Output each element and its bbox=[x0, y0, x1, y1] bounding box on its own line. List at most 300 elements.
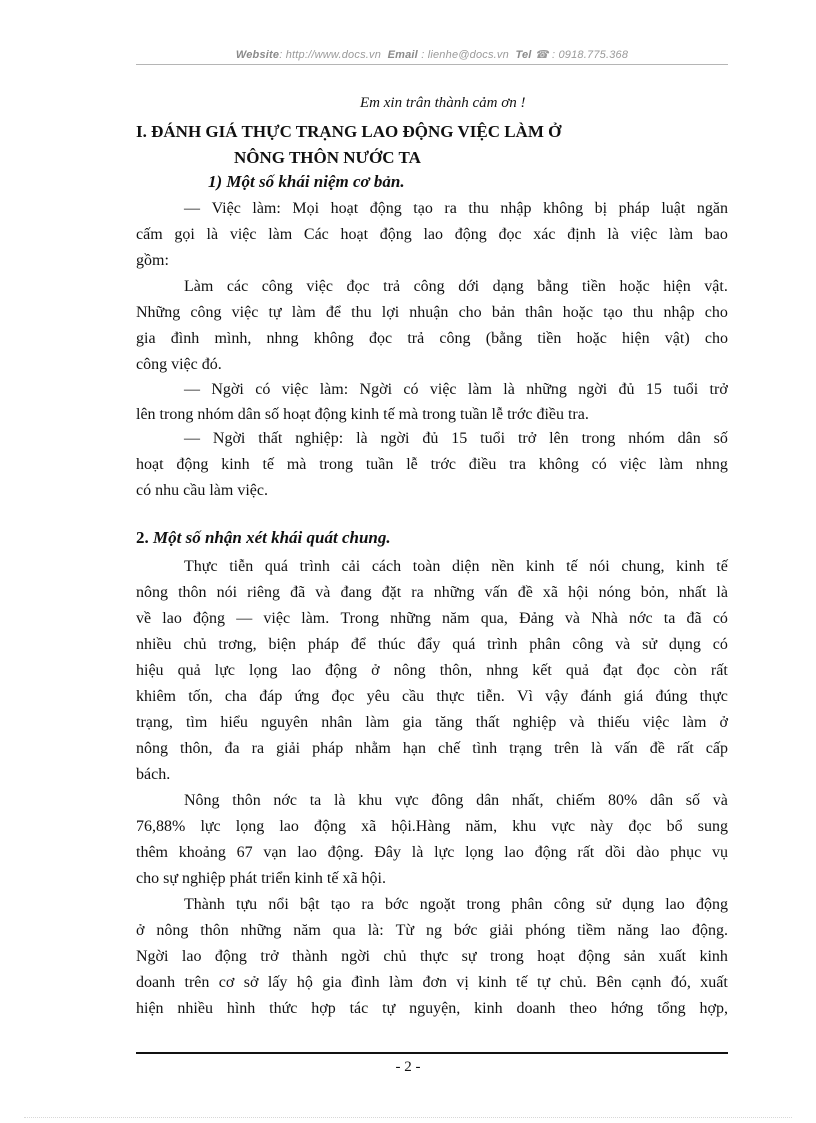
word: luật bbox=[661, 200, 686, 217]
word: nhu bbox=[155, 482, 180, 499]
word: số bbox=[685, 792, 701, 809]
word: hoạt bbox=[340, 226, 369, 243]
word: cơ bbox=[218, 974, 235, 991]
word: thực bbox=[419, 948, 449, 965]
word: Ngời bbox=[359, 381, 393, 398]
word: trở bbox=[260, 948, 279, 965]
section-heading-continued: NÔNG THÔN NƯỚC TA bbox=[234, 148, 421, 167]
word: là bbox=[590, 740, 603, 757]
word: đình bbox=[351, 974, 380, 991]
word: hợp bbox=[311, 1000, 336, 1017]
text-line bbox=[184, 381, 728, 399]
word: không bbox=[543, 200, 584, 217]
word: thôn, bbox=[180, 740, 213, 757]
page-bottom-border bbox=[24, 1117, 792, 1118]
word: động. bbox=[691, 922, 728, 939]
word: toàn bbox=[412, 558, 441, 575]
word: lọng bbox=[235, 818, 265, 835]
word: khu bbox=[358, 792, 383, 809]
word: xã bbox=[342, 870, 358, 887]
word: Đây bbox=[374, 844, 402, 861]
word: làm: bbox=[319, 381, 349, 398]
word: đủ bbox=[618, 381, 635, 398]
word: tra bbox=[509, 456, 527, 473]
word: bớc bbox=[385, 896, 409, 913]
word: cầu bbox=[401, 688, 425, 705]
word: 76,88% bbox=[136, 818, 186, 835]
word: làm bbox=[669, 226, 694, 243]
word: nông bbox=[136, 740, 168, 757]
word: nhân bbox=[321, 714, 353, 731]
word: tế bbox=[566, 558, 578, 575]
word: dân bbox=[677, 430, 701, 447]
word: bản bbox=[491, 304, 515, 321]
footer-rule bbox=[136, 1052, 728, 1054]
word: thất bbox=[475, 714, 500, 731]
word: vực bbox=[551, 818, 576, 835]
word: đọc bbox=[636, 662, 660, 679]
word: dồi bbox=[605, 844, 626, 861]
word: công bbox=[136, 356, 168, 373]
word: tựu bbox=[236, 896, 258, 913]
word: điều bbox=[468, 456, 497, 473]
word: 67 bbox=[236, 844, 253, 861]
word: cho bbox=[458, 304, 482, 321]
thanks-line: Em xin trân thành cảm ơn ! bbox=[360, 95, 526, 111]
word: Thành bbox=[184, 896, 225, 913]
text-line bbox=[136, 330, 728, 348]
word: kết bbox=[532, 662, 552, 679]
word: ra bbox=[411, 584, 424, 601]
word: lao bbox=[297, 844, 317, 861]
word: và bbox=[615, 636, 631, 653]
word: nổi bbox=[268, 896, 289, 913]
word: Mọi bbox=[292, 200, 320, 217]
header-tel-value: ☎ : 0918.775.368 bbox=[534, 49, 629, 61]
text-line bbox=[136, 636, 728, 654]
word: lấy bbox=[267, 974, 288, 991]
word: này bbox=[590, 818, 614, 835]
word: 80% bbox=[607, 792, 638, 809]
word: cải bbox=[341, 558, 361, 575]
word: ngời bbox=[578, 381, 608, 398]
word: hoặc bbox=[562, 304, 593, 321]
word: công bbox=[413, 278, 445, 295]
word: rất bbox=[676, 740, 694, 757]
word: động bbox=[193, 610, 226, 627]
word: hội. bbox=[361, 870, 386, 887]
word: cách bbox=[371, 558, 402, 575]
word: bao bbox=[704, 226, 728, 243]
word: hoạt bbox=[330, 200, 359, 217]
word: việc bbox=[429, 381, 457, 398]
word: việc bbox=[229, 226, 257, 243]
word: chủ bbox=[383, 948, 407, 965]
word: vấn bbox=[614, 740, 638, 757]
word: dạng bbox=[492, 278, 524, 295]
word: nhng bbox=[695, 456, 728, 473]
word: vực bbox=[394, 792, 419, 809]
word: vật. bbox=[704, 278, 728, 295]
word: sung bbox=[697, 818, 728, 835]
word: lao bbox=[162, 610, 182, 627]
text-line bbox=[136, 252, 728, 270]
word: trong bbox=[490, 948, 524, 965]
word: sự bbox=[461, 948, 477, 965]
word: là bbox=[356, 430, 368, 447]
word: phục bbox=[670, 844, 702, 861]
subsection-heading-2-number: 2. bbox=[136, 528, 149, 547]
word: đa bbox=[224, 740, 240, 757]
word: hiện bbox=[136, 1000, 164, 1017]
word: xã bbox=[361, 818, 377, 835]
word: công bbox=[439, 330, 471, 347]
word: cho bbox=[704, 330, 728, 347]
word: điều bbox=[536, 406, 564, 423]
word: rất bbox=[577, 844, 595, 861]
word: nhóm bbox=[197, 406, 234, 423]
word: công bbox=[572, 636, 604, 653]
word: bổ bbox=[666, 818, 683, 835]
word: trong bbox=[319, 456, 354, 473]
word: động bbox=[454, 226, 487, 243]
word: tiền bbox=[581, 278, 606, 295]
word: là bbox=[411, 844, 424, 861]
subsection-heading-1: 1) Một số khái niệm cơ bản. bbox=[208, 172, 405, 191]
word: cấm bbox=[136, 226, 163, 243]
word: nhng bbox=[266, 330, 299, 347]
word: kinh bbox=[525, 558, 555, 575]
word: trong bbox=[466, 896, 501, 913]
word: ra bbox=[444, 200, 457, 217]
word: có bbox=[136, 482, 152, 499]
word: lực bbox=[200, 818, 221, 835]
word: nhập bbox=[500, 200, 532, 217]
page-header bbox=[136, 48, 728, 61]
word: trở bbox=[517, 430, 537, 447]
word: thu bbox=[351, 304, 372, 321]
word: lọng bbox=[249, 662, 278, 679]
word: hạn bbox=[402, 740, 426, 757]
word: nớc bbox=[273, 792, 297, 809]
word: đã bbox=[686, 610, 702, 627]
word: dân bbox=[476, 792, 500, 809]
text-line bbox=[136, 1000, 728, 1018]
text-line bbox=[136, 356, 728, 374]
word: động bbox=[369, 200, 402, 217]
word: đọc bbox=[498, 226, 522, 243]
word: mà bbox=[398, 406, 419, 423]
word: hoặc bbox=[576, 330, 607, 347]
word: nhất, bbox=[511, 792, 544, 809]
word: là: bbox=[367, 922, 384, 939]
word: theo bbox=[569, 1000, 597, 1017]
word: thu bbox=[468, 200, 489, 217]
word: trình bbox=[487, 636, 518, 653]
word: lên bbox=[136, 406, 156, 423]
text-line bbox=[136, 406, 728, 424]
word: lao bbox=[279, 818, 299, 835]
word: tuần bbox=[365, 456, 394, 473]
word: đọc bbox=[346, 278, 370, 295]
word: Ngời bbox=[211, 381, 244, 398]
word: vạn bbox=[263, 844, 287, 861]
word: việc bbox=[263, 610, 291, 627]
word: đúng bbox=[655, 688, 688, 705]
text-line bbox=[136, 226, 728, 244]
word: đọc bbox=[368, 330, 393, 347]
word: và bbox=[569, 714, 585, 731]
word: việc bbox=[306, 278, 333, 295]
text-line bbox=[136, 714, 728, 732]
word: Bên bbox=[596, 974, 622, 991]
word: tế bbox=[516, 974, 528, 991]
word: Các bbox=[303, 226, 329, 243]
word: bị bbox=[594, 200, 608, 217]
word: nớc bbox=[629, 610, 653, 627]
word: Vì bbox=[516, 688, 533, 705]
word: mà bbox=[286, 456, 307, 473]
word: nhiều bbox=[177, 1000, 213, 1017]
word: tình bbox=[472, 740, 498, 757]
word: cho bbox=[704, 304, 728, 321]
word: vị bbox=[456, 974, 469, 991]
word: tuổi bbox=[673, 381, 699, 398]
word: việc. bbox=[237, 482, 268, 499]
word: lễ bbox=[491, 406, 504, 423]
text-line bbox=[136, 818, 728, 836]
word: hoạt bbox=[136, 456, 164, 473]
word: trả bbox=[407, 330, 425, 347]
header-email-label: Email bbox=[387, 49, 418, 61]
word: còn bbox=[673, 662, 697, 679]
word: lên bbox=[549, 430, 569, 447]
word: hiểu bbox=[220, 714, 248, 731]
word: nông bbox=[393, 662, 426, 679]
word: thôn, bbox=[439, 662, 473, 679]
word: phân bbox=[529, 636, 561, 653]
word: và bbox=[564, 610, 581, 627]
word: ra bbox=[251, 740, 265, 757]
word: Ngời bbox=[136, 948, 169, 965]
word: đơn bbox=[422, 974, 447, 991]
word: nghiệp bbox=[512, 714, 557, 731]
word: Những bbox=[136, 304, 181, 321]
word: ngăn bbox=[696, 200, 728, 217]
word: lễ bbox=[406, 456, 418, 473]
word: sở bbox=[243, 974, 259, 991]
word: năm, bbox=[465, 818, 498, 835]
word: những bbox=[433, 584, 475, 601]
word: ng bbox=[425, 922, 442, 939]
word: 15 bbox=[451, 430, 468, 447]
word: nhuận bbox=[409, 304, 449, 321]
word: ra bbox=[361, 896, 374, 913]
word: động. bbox=[327, 844, 364, 861]
word: hoạt bbox=[537, 948, 565, 965]
word: tuổi bbox=[480, 430, 506, 447]
word: mình, bbox=[214, 330, 252, 347]
word: tạo bbox=[413, 200, 433, 217]
word: công bbox=[190, 304, 222, 321]
word: vấn bbox=[484, 584, 508, 601]
page-number: - 2 - bbox=[395, 1059, 421, 1075]
word: chủ bbox=[183, 636, 207, 653]
word: ở bbox=[371, 662, 380, 679]
word: giải bbox=[489, 922, 514, 939]
word: thành bbox=[292, 948, 328, 965]
text-line bbox=[136, 688, 728, 706]
word: vậy bbox=[545, 688, 569, 705]
text-line bbox=[136, 974, 728, 992]
word: thất bbox=[258, 430, 283, 447]
word: dân bbox=[649, 792, 674, 809]
word: cạnh bbox=[631, 974, 662, 991]
text-line bbox=[136, 662, 728, 680]
word: trở bbox=[709, 381, 728, 398]
word: ta bbox=[663, 610, 676, 627]
word: doanh bbox=[516, 1000, 556, 1017]
word: tăng bbox=[435, 714, 463, 731]
word: những bbox=[390, 610, 431, 627]
word: hiệu bbox=[136, 662, 164, 679]
word: pháp bbox=[312, 740, 344, 757]
word: kinh bbox=[474, 1000, 503, 1017]
word: trong bbox=[422, 406, 456, 423]
word: tế bbox=[326, 870, 339, 887]
word: đã bbox=[290, 584, 306, 601]
word: cầu bbox=[183, 482, 206, 499]
word: thôn bbox=[200, 922, 229, 939]
text-line bbox=[136, 922, 728, 940]
word: lao bbox=[660, 922, 681, 939]
word: nông bbox=[136, 584, 168, 601]
word: riêng bbox=[247, 584, 281, 601]
word: lao bbox=[291, 662, 312, 679]
word: nghiệp: bbox=[295, 430, 344, 447]
word: Từ bbox=[395, 922, 415, 939]
word: về bbox=[136, 610, 152, 627]
text-line bbox=[136, 482, 728, 500]
text-line bbox=[136, 844, 728, 862]
word: lọng bbox=[465, 844, 494, 861]
word: đặt bbox=[381, 584, 402, 601]
word: là bbox=[333, 792, 346, 809]
word: Ngời bbox=[212, 430, 246, 447]
word: quá bbox=[452, 636, 476, 653]
word: làm bbox=[209, 482, 234, 499]
word: tốn, bbox=[188, 688, 213, 705]
word: tế bbox=[383, 406, 395, 423]
word: động bbox=[214, 948, 247, 965]
word: làm bbox=[268, 226, 293, 243]
word: hợp, bbox=[699, 1000, 728, 1017]
word: hiện bbox=[622, 330, 650, 347]
word: trên bbox=[554, 740, 579, 757]
word: quả bbox=[177, 662, 201, 679]
text-line bbox=[136, 584, 728, 602]
word: làm. bbox=[301, 610, 330, 627]
word: chế bbox=[438, 740, 461, 757]
word: trạng, bbox=[136, 714, 173, 731]
word: kinh bbox=[294, 870, 323, 887]
text-line bbox=[136, 304, 728, 322]
word: phát bbox=[229, 870, 258, 887]
word: thân bbox=[525, 304, 553, 321]
word: kinh bbox=[699, 948, 728, 965]
word: tiềm bbox=[577, 922, 606, 939]
word: đáp bbox=[259, 688, 283, 705]
word: là bbox=[607, 226, 619, 243]
word: vật) bbox=[664, 330, 690, 347]
word: đạt bbox=[603, 662, 623, 679]
word: yêu bbox=[366, 688, 390, 705]
word: tìm bbox=[185, 714, 208, 731]
word: có bbox=[255, 381, 271, 398]
word: công bbox=[261, 278, 293, 295]
word: bớc bbox=[453, 922, 478, 939]
header-website-label: Website bbox=[235, 49, 280, 61]
word: là bbox=[716, 584, 728, 601]
word: để bbox=[350, 636, 366, 653]
word: lợi bbox=[381, 304, 400, 321]
word: nóng bbox=[598, 584, 631, 601]
word: hội.Hàng bbox=[391, 818, 451, 835]
word: tự bbox=[268, 304, 282, 321]
word: nghiệp bbox=[182, 870, 226, 887]
word: lực bbox=[434, 844, 455, 861]
word: nhập bbox=[663, 304, 695, 321]
word: lực bbox=[214, 662, 235, 679]
word: số bbox=[264, 406, 280, 423]
word: tiễn. bbox=[476, 688, 505, 705]
word: dụng bbox=[622, 896, 655, 913]
word: cấp bbox=[705, 740, 728, 757]
text-line bbox=[136, 740, 728, 758]
word: những bbox=[240, 922, 282, 939]
word: Nhà bbox=[591, 610, 618, 627]
word: chung, bbox=[621, 558, 665, 575]
word: lao bbox=[665, 896, 685, 913]
word: cho bbox=[136, 870, 160, 887]
word: trớc bbox=[430, 456, 456, 473]
word: là bbox=[503, 381, 515, 398]
header-rule bbox=[136, 64, 728, 65]
word: thực bbox=[699, 688, 728, 705]
word: đình bbox=[170, 330, 200, 347]
word: thúc bbox=[377, 636, 406, 653]
word: đủ bbox=[422, 430, 439, 447]
word: trạng bbox=[509, 740, 543, 757]
text-line bbox=[184, 430, 728, 448]
word: gia bbox=[136, 330, 156, 347]
word: có bbox=[591, 456, 607, 473]
word: triển bbox=[261, 870, 291, 887]
word: — bbox=[184, 430, 200, 447]
word: ở bbox=[136, 922, 145, 939]
word: hớng bbox=[610, 1000, 644, 1017]
word: tiễn bbox=[229, 558, 254, 575]
word: (bằng bbox=[485, 330, 523, 347]
word: động bbox=[578, 948, 611, 965]
word: xuất bbox=[700, 974, 728, 991]
word: đông bbox=[431, 792, 464, 809]
word: tế bbox=[716, 558, 728, 575]
text-line bbox=[184, 200, 728, 218]
word: gia bbox=[322, 974, 342, 991]
word: đọc bbox=[331, 688, 355, 705]
word: làm bbox=[467, 381, 492, 398]
